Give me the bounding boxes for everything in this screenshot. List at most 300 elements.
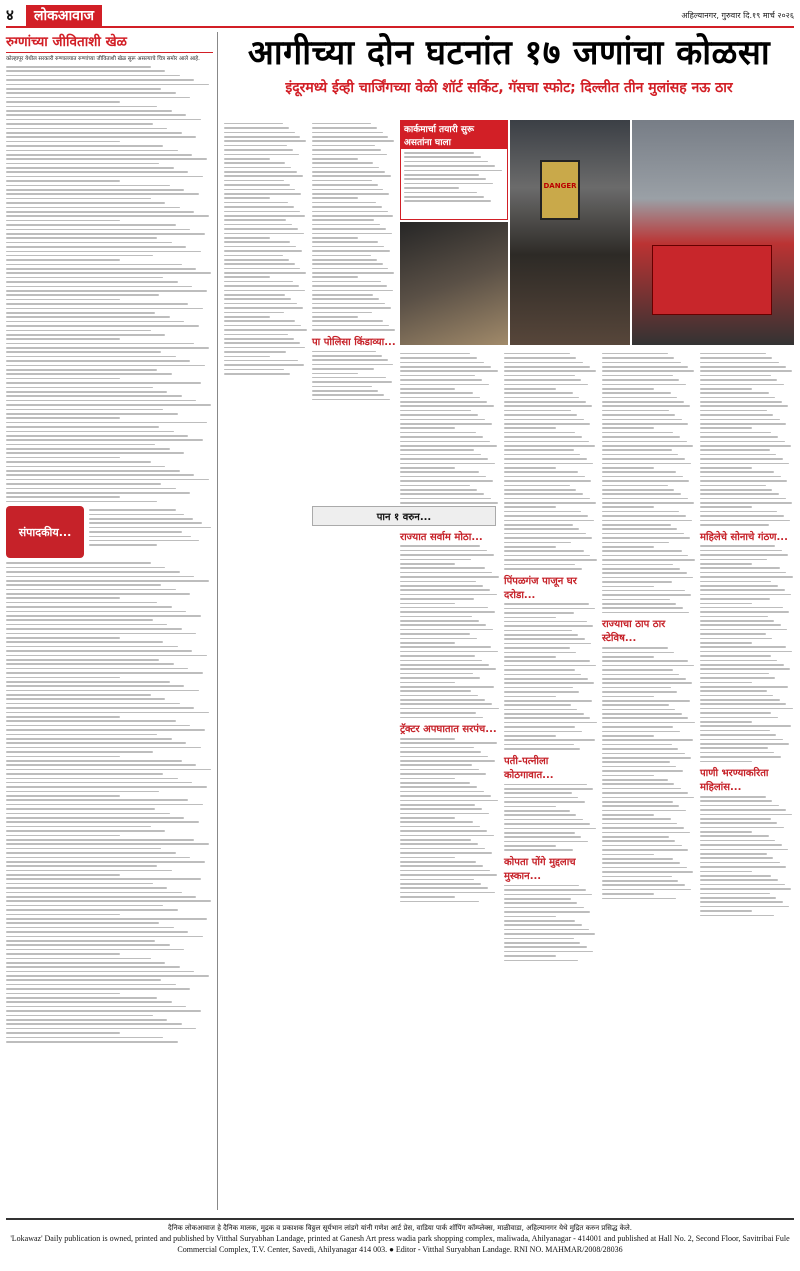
text-line bbox=[6, 255, 153, 257]
text-line bbox=[6, 246, 186, 248]
text-line bbox=[400, 879, 474, 881]
text-line bbox=[6, 92, 176, 94]
text-line bbox=[89, 531, 182, 533]
text-line bbox=[224, 351, 286, 353]
text-line bbox=[6, 128, 167, 130]
text-line bbox=[6, 597, 120, 599]
text-line bbox=[404, 178, 486, 180]
text-line bbox=[6, 220, 120, 222]
inset-box-title: कार्कमार्चा तयारी सुरू असतांना घाला bbox=[401, 121, 507, 149]
text-line bbox=[602, 506, 654, 508]
text-line bbox=[602, 449, 672, 451]
text-line bbox=[700, 616, 768, 618]
text-line bbox=[602, 577, 693, 579]
text-line bbox=[312, 202, 376, 204]
text-line bbox=[700, 401, 782, 403]
text-line bbox=[404, 174, 479, 176]
main-headline: आगीच्या दोन घटनांत १७ जणांचा कोळसा bbox=[247, 33, 771, 73]
text-line bbox=[400, 454, 481, 456]
text-line bbox=[602, 889, 691, 891]
text-line bbox=[504, 384, 588, 386]
text-line bbox=[6, 1032, 120, 1034]
text-line bbox=[602, 528, 677, 530]
editorial-body-text bbox=[6, 562, 213, 1042]
text-line bbox=[602, 542, 669, 544]
text-line bbox=[312, 312, 372, 314]
text-line bbox=[504, 427, 556, 429]
text-line bbox=[6, 936, 203, 938]
text-line bbox=[700, 471, 774, 473]
text-line bbox=[312, 281, 381, 283]
text-line bbox=[400, 638, 477, 640]
text-line bbox=[6, 114, 186, 116]
text-line bbox=[602, 423, 688, 425]
text-line bbox=[6, 861, 205, 863]
text-line bbox=[504, 674, 581, 676]
text-line bbox=[602, 388, 654, 390]
text-line bbox=[700, 502, 792, 504]
text-line bbox=[504, 687, 573, 689]
text-line bbox=[312, 158, 358, 160]
text-line bbox=[504, 894, 592, 896]
text-line bbox=[504, 832, 575, 834]
text-line bbox=[504, 454, 580, 456]
text-line bbox=[6, 641, 163, 643]
text-line bbox=[504, 942, 580, 944]
text-line bbox=[6, 628, 182, 630]
text-line bbox=[504, 660, 590, 662]
text-line bbox=[89, 522, 202, 524]
text-line bbox=[6, 400, 196, 402]
text-line bbox=[400, 778, 455, 780]
text-line bbox=[6, 251, 201, 253]
text-line bbox=[400, 708, 499, 710]
text-line bbox=[6, 909, 178, 911]
text-line bbox=[6, 373, 172, 375]
text-line bbox=[6, 207, 180, 209]
text-line bbox=[400, 747, 474, 749]
text-line bbox=[224, 140, 306, 142]
text-line bbox=[312, 237, 358, 239]
text-line bbox=[312, 127, 377, 129]
text-line bbox=[400, 397, 480, 399]
text-line bbox=[312, 373, 358, 375]
story-column-3 bbox=[400, 350, 500, 905]
text-line bbox=[6, 611, 186, 613]
text-line bbox=[6, 308, 203, 310]
text-line bbox=[700, 849, 788, 851]
text-line bbox=[312, 241, 378, 243]
text-line bbox=[504, 735, 556, 737]
text-line bbox=[602, 502, 694, 504]
text-line bbox=[602, 366, 688, 368]
text-line bbox=[400, 362, 484, 364]
text-line bbox=[6, 448, 170, 450]
text-line bbox=[6, 483, 161, 485]
text-line bbox=[224, 184, 290, 186]
text-line bbox=[400, 581, 476, 583]
text-line bbox=[602, 884, 685, 886]
text-line bbox=[602, 722, 695, 724]
text-line bbox=[6, 769, 211, 771]
text-line bbox=[224, 237, 270, 239]
text-line bbox=[224, 356, 270, 358]
text-line bbox=[89, 518, 193, 520]
fire-scene-photo bbox=[510, 120, 630, 345]
text-line bbox=[504, 471, 578, 473]
text-line bbox=[400, 804, 475, 806]
text-line bbox=[602, 414, 675, 416]
text-line bbox=[504, 550, 584, 552]
text-line bbox=[400, 471, 479, 473]
text-line bbox=[504, 410, 571, 412]
text-line bbox=[700, 392, 769, 394]
text-line bbox=[700, 646, 786, 648]
text-line bbox=[504, 709, 577, 711]
text-line bbox=[6, 334, 165, 336]
text-line bbox=[602, 375, 673, 377]
text-line bbox=[400, 839, 471, 841]
text-line bbox=[700, 458, 783, 460]
inset-box bbox=[400, 120, 508, 220]
text-line bbox=[504, 946, 587, 948]
text-line bbox=[400, 717, 483, 719]
text-line bbox=[6, 66, 151, 68]
text-line bbox=[400, 874, 497, 876]
text-line bbox=[404, 187, 459, 189]
text-line bbox=[504, 625, 593, 627]
text-line bbox=[400, 388, 455, 390]
text-line bbox=[6, 422, 207, 424]
text-line bbox=[504, 656, 556, 658]
text-line bbox=[224, 303, 297, 305]
text-line bbox=[224, 250, 302, 252]
text-line bbox=[6, 962, 165, 964]
text-line bbox=[6, 198, 151, 200]
text-line bbox=[400, 366, 491, 368]
text-line bbox=[6, 571, 180, 573]
text-line bbox=[400, 594, 497, 596]
text-line bbox=[504, 784, 587, 786]
text-line bbox=[602, 498, 688, 500]
text-line bbox=[700, 576, 793, 578]
text-line bbox=[224, 281, 293, 283]
text-line bbox=[504, 485, 570, 487]
text-line bbox=[6, 237, 157, 239]
text-line bbox=[6, 979, 161, 981]
text-line bbox=[312, 263, 383, 265]
text-line bbox=[400, 764, 472, 766]
text-line bbox=[700, 384, 784, 386]
story-column-6 bbox=[700, 350, 794, 919]
text-line bbox=[400, 742, 497, 744]
text-line bbox=[504, 568, 582, 570]
text-line bbox=[400, 410, 471, 412]
text-line bbox=[504, 375, 575, 377]
text-line bbox=[6, 1028, 196, 1030]
text-line bbox=[700, 682, 752, 684]
text-line bbox=[700, 607, 783, 609]
text-line bbox=[700, 866, 786, 868]
text-line bbox=[602, 818, 671, 820]
text-line bbox=[400, 572, 492, 574]
text-line bbox=[6, 681, 170, 683]
text-line bbox=[400, 449, 474, 451]
text-line bbox=[400, 808, 482, 810]
text-line bbox=[6, 637, 120, 639]
text-line bbox=[504, 665, 596, 667]
text-line bbox=[504, 898, 571, 900]
text-line bbox=[312, 154, 387, 156]
text-line bbox=[504, 630, 572, 632]
text-line bbox=[504, 608, 595, 610]
text-line bbox=[400, 826, 480, 828]
text-line bbox=[224, 219, 286, 221]
text-line bbox=[224, 136, 300, 138]
story-column-2 bbox=[312, 120, 396, 403]
text-line bbox=[602, 757, 691, 759]
text-line bbox=[6, 764, 196, 766]
text-line bbox=[504, 419, 584, 421]
text-line bbox=[400, 392, 473, 394]
text-line bbox=[504, 546, 556, 548]
text-line bbox=[400, 485, 470, 487]
section-subheading: पाणी भरण्याकरिता महिलांस... bbox=[700, 768, 769, 794]
text-line bbox=[504, 362, 583, 364]
text-line bbox=[6, 690, 199, 692]
text-line bbox=[312, 298, 379, 300]
text-line bbox=[6, 668, 188, 670]
text-line bbox=[400, 353, 470, 355]
text-line bbox=[700, 884, 785, 886]
text-line bbox=[700, 915, 774, 917]
text-line bbox=[400, 870, 490, 872]
text-line bbox=[6, 1023, 182, 1025]
text-line bbox=[6, 562, 151, 564]
text-line bbox=[224, 206, 294, 208]
text-line bbox=[700, 862, 780, 864]
text-line bbox=[6, 299, 120, 301]
text-line bbox=[312, 355, 382, 357]
text-line bbox=[700, 515, 784, 517]
text-line bbox=[312, 215, 393, 217]
text-line bbox=[700, 629, 787, 631]
text-line bbox=[6, 435, 188, 437]
text-line bbox=[700, 673, 769, 675]
text-line bbox=[700, 686, 788, 688]
text-line bbox=[700, 362, 779, 364]
text-line bbox=[6, 211, 194, 213]
text-line bbox=[6, 193, 199, 195]
text-line bbox=[602, 731, 680, 733]
main-subhead: इंदूरमध्ये ईव्ही चार्जिंगच्या वेळी शॉर्ट सर्किट, गॅसचा स्फोट; दिल्लीत तीन मुलांसह नऊ ठार bbox=[285, 80, 733, 96]
text-line bbox=[504, 379, 581, 381]
text-line bbox=[6, 171, 188, 173]
text-line bbox=[6, 404, 211, 406]
text-line bbox=[6, 417, 120, 419]
text-line bbox=[400, 677, 480, 679]
text-line bbox=[6, 330, 151, 332]
text-line bbox=[6, 874, 120, 876]
text-line bbox=[312, 390, 378, 392]
text-line bbox=[602, 827, 684, 829]
text-line bbox=[700, 818, 771, 820]
text-line bbox=[312, 149, 381, 151]
text-line bbox=[602, 775, 654, 777]
text-line bbox=[504, 696, 556, 698]
text-line bbox=[312, 189, 383, 191]
text-line bbox=[400, 901, 479, 903]
text-line bbox=[224, 197, 270, 199]
fire-scene-photo-small bbox=[400, 222, 508, 345]
text-line bbox=[400, 554, 494, 556]
text-line bbox=[224, 342, 300, 344]
text-line bbox=[602, 594, 691, 596]
fire-engine-photo bbox=[632, 120, 794, 345]
text-line bbox=[700, 388, 752, 390]
text-line bbox=[602, 761, 670, 763]
text-line bbox=[6, 356, 176, 358]
text-line bbox=[400, 419, 485, 421]
text-line bbox=[6, 150, 178, 152]
text-line bbox=[400, 651, 498, 653]
text-line bbox=[700, 485, 766, 487]
text-line bbox=[504, 841, 588, 843]
text-line bbox=[6, 698, 165, 700]
text-line bbox=[6, 619, 153, 621]
story-column-4 bbox=[504, 350, 598, 964]
text-line bbox=[6, 88, 161, 90]
text-line bbox=[504, 810, 570, 812]
text-line bbox=[6, 439, 203, 441]
text-line bbox=[6, 224, 176, 226]
text-line bbox=[400, 480, 493, 482]
text-line bbox=[6, 492, 190, 494]
text-line bbox=[602, 704, 669, 706]
text-line bbox=[224, 193, 301, 195]
text-line bbox=[6, 958, 151, 960]
text-line bbox=[700, 581, 771, 583]
text-line bbox=[504, 634, 578, 636]
text-line bbox=[6, 281, 178, 283]
text-line bbox=[6, 351, 161, 353]
text-line bbox=[6, 277, 163, 279]
text-line bbox=[602, 520, 692, 522]
text-line bbox=[602, 726, 673, 728]
text-line bbox=[400, 800, 498, 802]
text-line bbox=[6, 268, 196, 270]
text-line bbox=[224, 211, 300, 213]
text-line bbox=[504, 739, 595, 741]
text-line bbox=[400, 813, 489, 815]
text-line bbox=[400, 699, 485, 701]
text-line bbox=[400, 441, 490, 443]
text-line bbox=[224, 154, 299, 156]
text-line bbox=[504, 951, 593, 953]
text-line bbox=[6, 110, 172, 112]
text-line bbox=[6, 580, 209, 582]
text-line bbox=[6, 145, 163, 147]
text-line bbox=[404, 196, 484, 198]
text-line bbox=[602, 511, 679, 513]
text-line bbox=[602, 599, 670, 601]
text-line bbox=[700, 910, 752, 912]
text-line bbox=[602, 665, 694, 667]
text-line bbox=[602, 770, 683, 772]
text-line bbox=[224, 127, 289, 129]
text-line bbox=[6, 259, 120, 261]
text-line bbox=[700, 572, 786, 574]
text-line bbox=[6, 870, 172, 872]
text-line bbox=[400, 835, 494, 837]
text-line bbox=[602, 467, 654, 469]
text-line bbox=[6, 593, 190, 595]
text-line bbox=[224, 162, 285, 164]
text-line bbox=[6, 720, 176, 722]
text-line bbox=[400, 493, 484, 495]
text-line bbox=[6, 132, 182, 134]
text-line bbox=[6, 444, 155, 446]
text-line bbox=[700, 651, 792, 653]
editorial-badge: संपादकीय... bbox=[6, 506, 84, 558]
text-line bbox=[6, 944, 170, 946]
text-line bbox=[6, 488, 176, 490]
text-line bbox=[6, 821, 199, 823]
text-line bbox=[504, 511, 581, 513]
inset-box-text bbox=[404, 152, 504, 202]
text-line bbox=[700, 853, 767, 855]
text-line bbox=[6, 988, 190, 990]
text-line bbox=[400, 817, 455, 819]
text-line bbox=[602, 480, 689, 482]
text-line bbox=[312, 250, 390, 252]
text-line bbox=[602, 691, 677, 693]
text-line bbox=[504, 436, 582, 438]
text-line bbox=[224, 263, 295, 265]
text-line bbox=[224, 312, 284, 314]
text-line bbox=[6, 606, 172, 608]
text-line bbox=[224, 369, 284, 371]
text-line bbox=[504, 744, 574, 746]
text-line bbox=[700, 752, 774, 754]
text-line bbox=[504, 432, 575, 434]
text-line bbox=[602, 436, 680, 438]
text-line bbox=[602, 607, 683, 609]
text-line bbox=[700, 611, 789, 613]
text-line bbox=[700, 397, 775, 399]
text-line bbox=[700, 375, 771, 377]
text-line bbox=[312, 246, 384, 248]
text-line bbox=[404, 183, 493, 185]
text-line bbox=[400, 467, 455, 469]
text-line bbox=[400, 642, 455, 644]
text-line bbox=[602, 476, 683, 478]
text-line bbox=[224, 373, 290, 375]
text-line bbox=[224, 228, 298, 230]
text-line bbox=[504, 388, 556, 390]
text-line bbox=[6, 716, 120, 718]
text-line bbox=[602, 836, 669, 838]
text-line bbox=[6, 1015, 153, 1017]
text-line bbox=[700, 717, 778, 719]
text-line bbox=[700, 690, 767, 692]
text-line bbox=[312, 381, 392, 383]
text-line bbox=[224, 334, 288, 336]
text-line bbox=[602, 441, 687, 443]
text-line bbox=[400, 686, 494, 688]
text-line bbox=[6, 369, 157, 371]
text-line bbox=[504, 678, 588, 680]
